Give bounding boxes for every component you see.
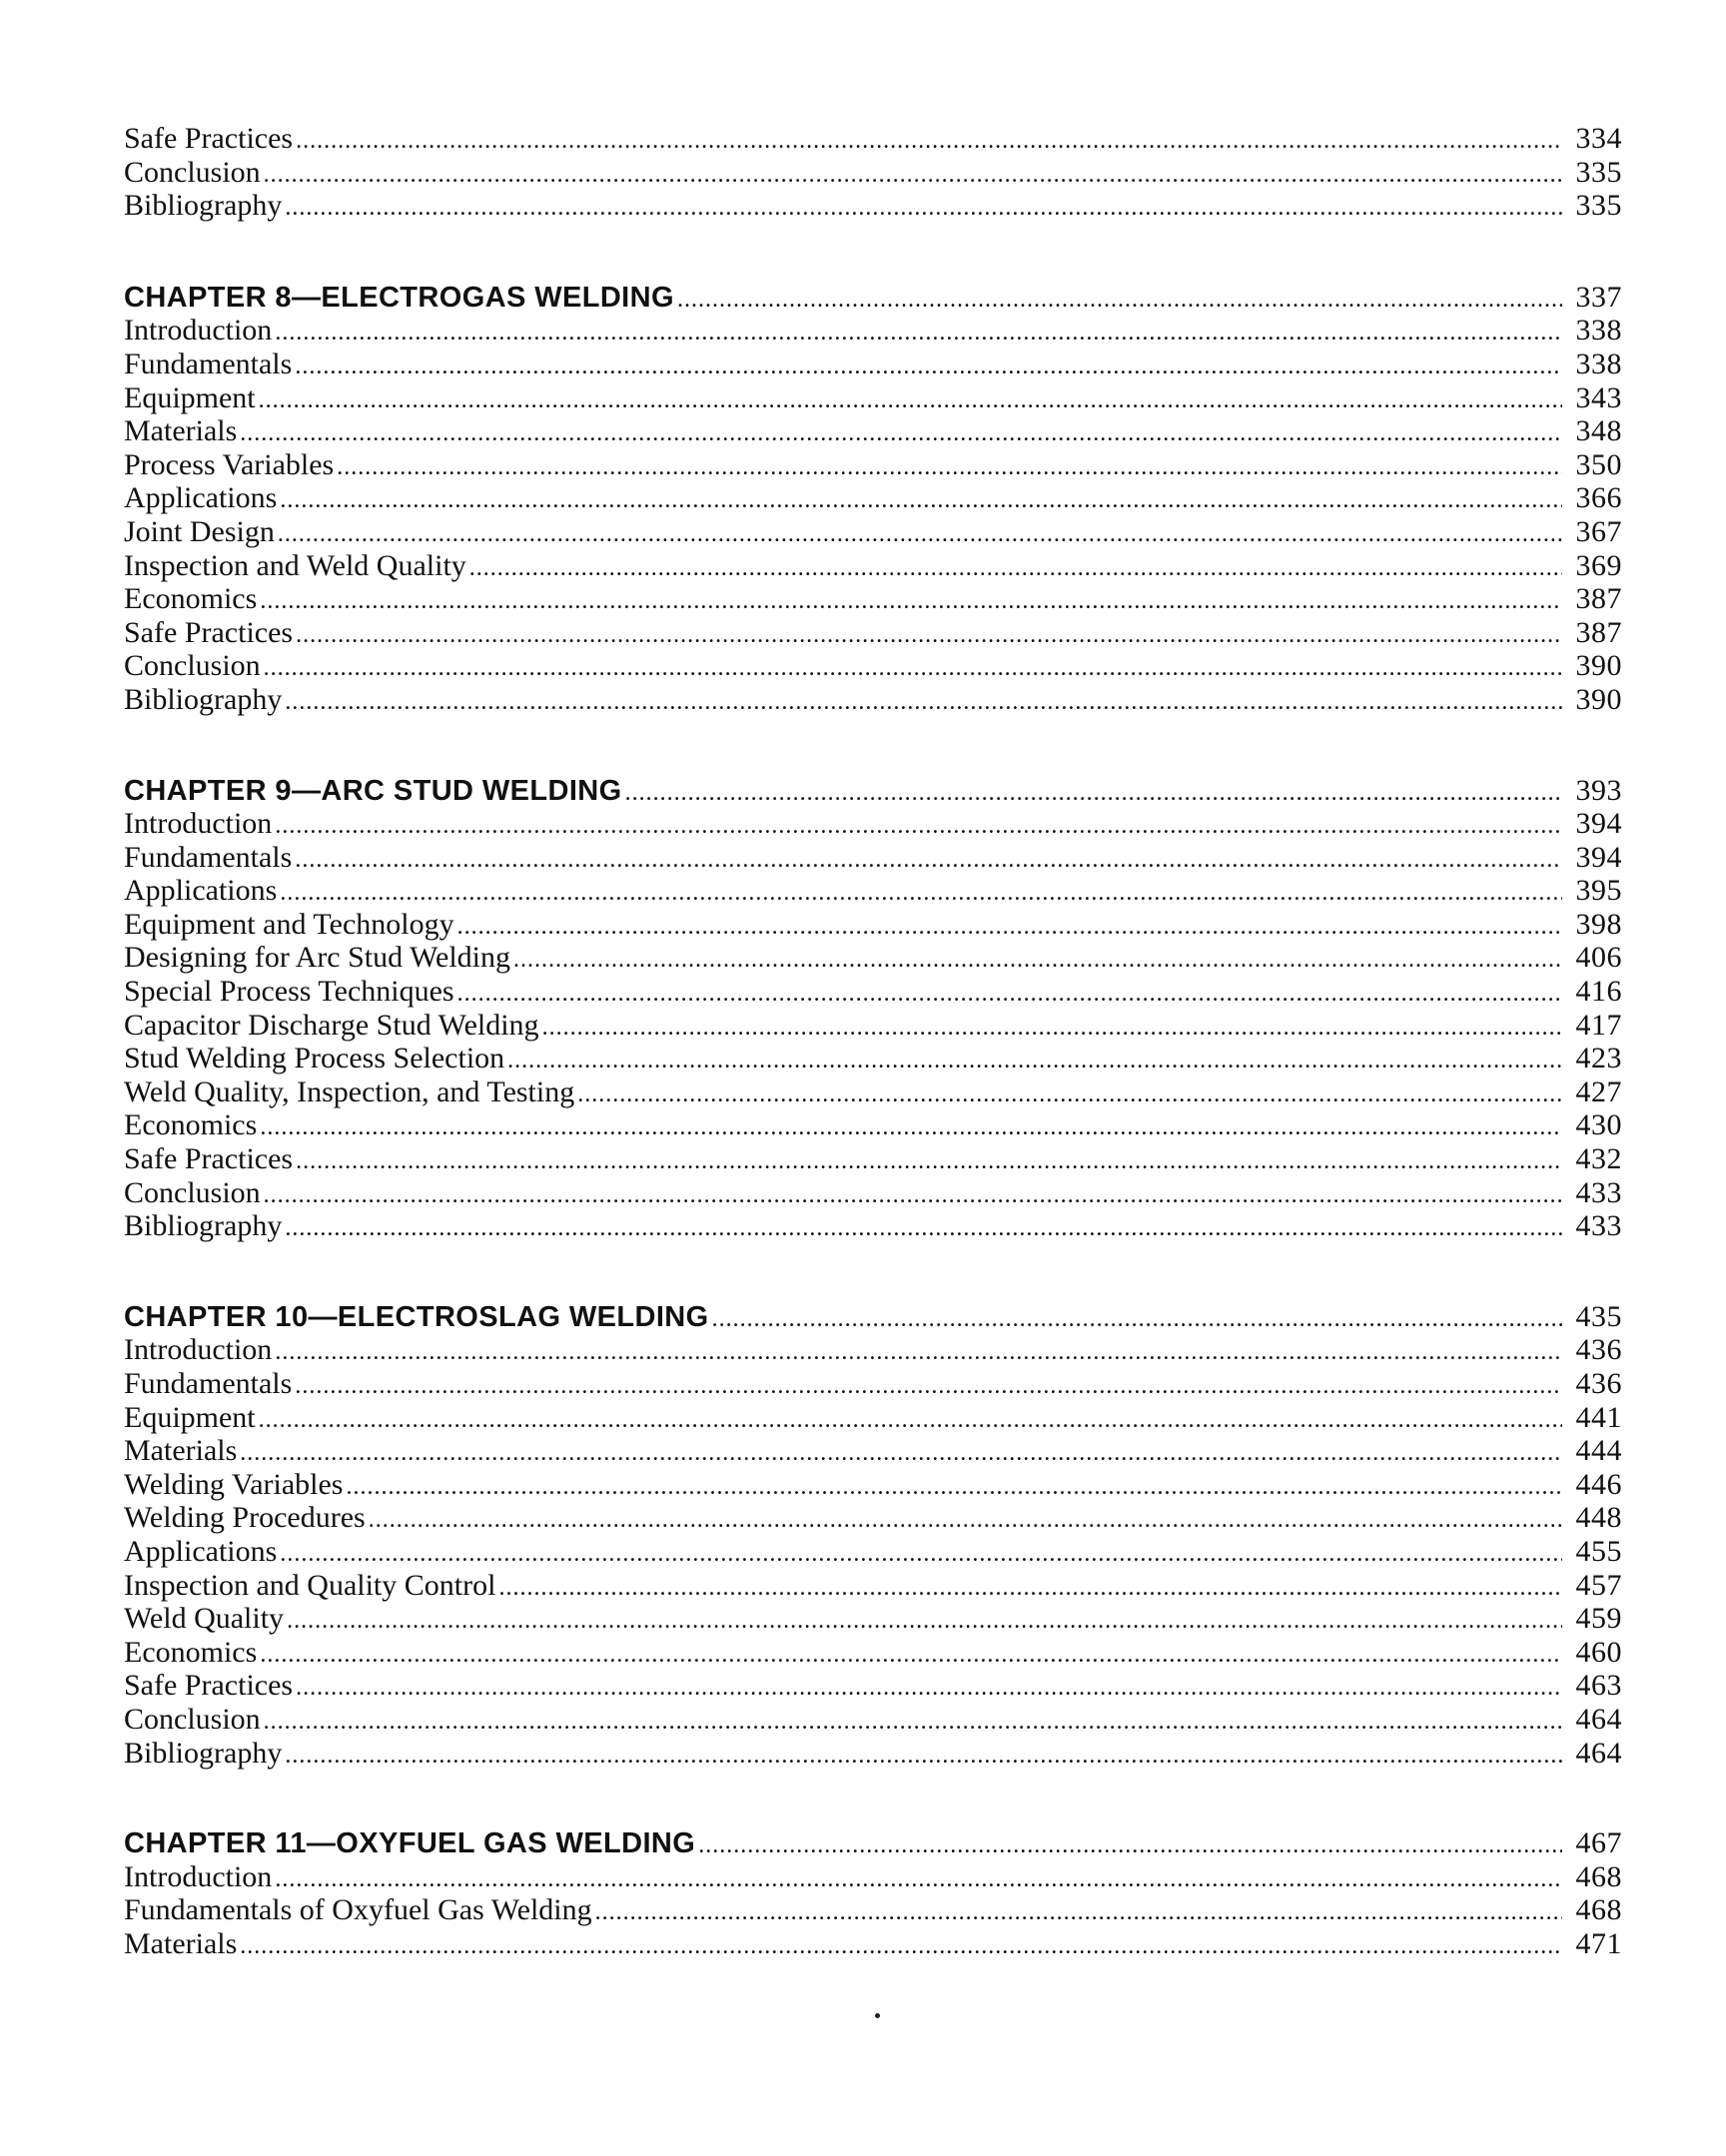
toc-entry-title: Introduction	[124, 314, 273, 348]
dot-leader	[259, 1404, 1562, 1438]
dot-leader	[296, 1672, 1562, 1706]
toc-entry-title: Economics	[124, 1635, 258, 1669]
dot-leader	[264, 1706, 1562, 1740]
chapter-page: 337	[1575, 280, 1622, 314]
dot-leader	[296, 125, 1562, 159]
toc-entry	[124, 1209, 1622, 1243]
dot-leader	[625, 777, 1562, 811]
dot-leader	[285, 1212, 1562, 1246]
toc-entry	[124, 1893, 1622, 1927]
toc-entry-page: 398	[1575, 907, 1622, 941]
toc-entry	[124, 841, 1622, 875]
chapter-heading	[124, 281, 1622, 315]
toc-entry-title: Materials	[124, 1434, 238, 1468]
toc-entry-page: 366	[1575, 481, 1622, 515]
toc-entry-title: Joint Design	[124, 514, 275, 548]
chapter-title: CHAPTER 8—ELECTROGAS WELDING	[124, 281, 674, 314]
dot-leader	[346, 1471, 1562, 1505]
dot-leader	[296, 619, 1562, 653]
toc-entry-title: Applications	[124, 874, 278, 908]
toc-entry-page: 468	[1575, 1893, 1622, 1927]
dot-leader	[295, 1370, 1562, 1404]
toc-entry-page: 348	[1575, 414, 1622, 448]
toc-entry	[124, 807, 1622, 841]
toc-entry	[124, 908, 1622, 942]
toc-entry	[124, 1176, 1622, 1210]
toc-entry-title: Safe Practices	[124, 122, 294, 155]
toc-entry	[124, 481, 1622, 515]
toc-entry-title: Economics	[124, 1108, 258, 1142]
chapter-page: 435	[1575, 1299, 1622, 1333]
toc-entry	[124, 1333, 1622, 1367]
chapter-title: CHAPTER 11—OXYFUEL GAS WELDING	[124, 1827, 696, 1860]
dot-leader	[264, 159, 1562, 193]
dot-leader	[264, 1179, 1562, 1213]
toc-entry	[124, 1569, 1622, 1603]
chapter-heading	[124, 1300, 1622, 1334]
dot-leader	[275, 1336, 1562, 1370]
toc-entry	[124, 1076, 1622, 1109]
toc-entry-page: 334	[1575, 122, 1622, 155]
toc-entry	[124, 1737, 1622, 1771]
toc-entry-page: 390	[1575, 649, 1622, 683]
dot-leader	[260, 1639, 1562, 1673]
toc-entry	[124, 1636, 1622, 1670]
dot-leader	[287, 1605, 1562, 1639]
toc-entry-page: 394	[1575, 840, 1622, 874]
dot-leader	[577, 1078, 1562, 1112]
toc-entry-page: 432	[1575, 1142, 1622, 1176]
chapter-page: 467	[1575, 1826, 1622, 1860]
toc-entry	[124, 975, 1622, 1009]
toc-entry	[124, 515, 1622, 549]
dot-leader	[698, 1829, 1562, 1863]
chapter-heading	[124, 774, 1622, 808]
toc-entry-page: 433	[1575, 1209, 1622, 1243]
dot-leader	[369, 1504, 1562, 1538]
dot-leader	[337, 451, 1562, 485]
toc-entry	[124, 1367, 1622, 1401]
toc-entry-title: Fundamentals	[124, 347, 293, 380]
toc-entry-page: 468	[1575, 1859, 1622, 1893]
toc-entry-page: 423	[1575, 1042, 1622, 1076]
dot-leader	[280, 484, 1562, 518]
toc-entry-title: Welding Variables	[124, 1467, 344, 1501]
toc-entry-title: Process Variables	[124, 447, 335, 481]
toc-entry	[124, 1042, 1622, 1076]
toc-entry-title: Economics	[124, 582, 258, 616]
toc-entry	[124, 1860, 1622, 1894]
toc-entry-page: 448	[1575, 1501, 1622, 1535]
toc-entry-title: Safe Practices	[124, 1142, 294, 1176]
chapter-page: 393	[1575, 773, 1622, 807]
toc-entry-page: 464	[1575, 1702, 1622, 1736]
dot-leader	[295, 351, 1562, 384]
toc-entry	[124, 1108, 1622, 1142]
toc-entry-page: 436	[1575, 1333, 1622, 1367]
toc-entry-title: Bibliography	[124, 1736, 283, 1770]
toc-entry-title: Safe Practices	[124, 1669, 294, 1703]
toc-entry-page: 464	[1575, 1736, 1622, 1770]
dot-leader	[275, 317, 1562, 351]
toc-entry-title: Welding Procedures	[124, 1501, 366, 1535]
toc-entry-page: 417	[1575, 1008, 1622, 1042]
toc-entry	[124, 649, 1622, 683]
toc-entry	[124, 381, 1622, 415]
toc-entry-page: 338	[1575, 347, 1622, 380]
toc-entry-page: 459	[1575, 1602, 1622, 1636]
toc-entry	[124, 448, 1622, 482]
dot-leader	[240, 417, 1562, 451]
toc-entry-page: 457	[1575, 1568, 1622, 1602]
toc-entry-title: Materials	[124, 1926, 238, 1960]
toc-entry-page: 446	[1575, 1467, 1622, 1501]
dot-leader	[240, 1930, 1562, 1964]
dot-leader	[295, 844, 1562, 878]
toc-entry-title: Conclusion	[124, 649, 261, 683]
toc-entry-title: Conclusion	[124, 1702, 261, 1736]
toc-entry	[124, 156, 1622, 190]
toc-entry-page: 350	[1575, 447, 1622, 481]
toc-entry	[124, 549, 1622, 583]
toc-entry-page: 436	[1575, 1367, 1622, 1400]
toc-entry-title: Safe Practices	[124, 615, 294, 649]
toc-entry	[124, 616, 1622, 650]
toc-entry-title: Introduction	[124, 1859, 273, 1893]
toc-entry	[124, 1669, 1622, 1703]
dot-leader	[469, 552, 1562, 586]
dot-leader	[677, 284, 1562, 318]
chapter-title: CHAPTER 10—ELECTROSLAG WELDING	[124, 1300, 709, 1333]
dot-leader	[542, 1012, 1562, 1046]
table-of-contents	[124, 122, 1622, 2018]
chapter-heading	[124, 1826, 1622, 1860]
stray-dot-mark	[875, 2013, 880, 2018]
dot-leader	[260, 1111, 1562, 1145]
toc-entry-title: Bibliography	[124, 189, 283, 223]
dot-leader	[457, 911, 1562, 945]
toc-entry-title: Applications	[124, 1534, 278, 1568]
dot-leader	[264, 652, 1562, 686]
toc-entry-title: Inspection and Quality Control	[124, 1568, 496, 1602]
toc-entry	[124, 348, 1622, 381]
toc-entry-page: 455	[1575, 1534, 1622, 1568]
toc-entry-title: Equipment and Technology	[124, 907, 454, 941]
toc-entry-page: 390	[1575, 682, 1622, 716]
toc-entry-page: 338	[1575, 314, 1622, 348]
toc-entry-page: 433	[1575, 1175, 1622, 1209]
toc-entry-title: Bibliography	[124, 1209, 283, 1243]
toc-entry-title: Materials	[124, 414, 238, 448]
toc-entry	[124, 1602, 1622, 1636]
toc-entry-title: Applications	[124, 481, 278, 515]
toc-section-chapter-8	[124, 281, 1622, 717]
toc-entry-title: Fundamentals	[124, 1367, 293, 1400]
toc-entry-page: 430	[1575, 1108, 1622, 1142]
toc-entry	[124, 1401, 1622, 1435]
toc-entry	[124, 1434, 1622, 1468]
toc-section-chapter-10	[124, 1300, 1622, 1770]
toc-entry-page: 335	[1575, 189, 1622, 223]
dot-leader	[280, 877, 1562, 911]
toc-entry	[124, 1927, 1622, 1961]
toc-entry-page: 335	[1575, 155, 1622, 189]
toc-entry-title: Capacitor Discharge Stud Welding	[124, 1008, 539, 1042]
toc-entry-title: Introduction	[124, 807, 273, 841]
toc-entry-title: Designing for Arc Stud Welding	[124, 941, 510, 975]
toc-entry	[124, 874, 1622, 908]
toc-entry	[124, 122, 1622, 156]
toc-section-chapter-11	[124, 1826, 1622, 1960]
toc-entry-title: Equipment	[124, 380, 256, 414]
dot-leader	[498, 1572, 1562, 1606]
toc-entry-title: Fundamentals of Oxyfuel Gas Welding	[124, 1893, 592, 1927]
toc-entry-title: Equipment	[124, 1400, 256, 1434]
dot-leader	[240, 1437, 1562, 1471]
dot-leader	[260, 585, 1562, 619]
toc-entry-page: 395	[1575, 874, 1622, 908]
toc-entry	[124, 1703, 1622, 1737]
dot-leader	[285, 1740, 1562, 1774]
toc-entry	[124, 189, 1622, 223]
toc-entry	[124, 582, 1622, 616]
toc-entry-title: Conclusion	[124, 155, 261, 189]
toc-entry-title: Fundamentals	[124, 840, 293, 874]
dot-leader	[457, 978, 1562, 1012]
toc-entry-title: Conclusion	[124, 1175, 261, 1209]
toc-entry-page: 394	[1575, 807, 1622, 841]
toc-entry	[124, 1009, 1622, 1043]
toc-entry-page: 444	[1575, 1434, 1622, 1468]
toc-entry-page: 471	[1575, 1926, 1622, 1960]
toc-entry-title: Stud Welding Process Selection	[124, 1042, 505, 1076]
chapter-title: CHAPTER 9—ARC STUD WELDING	[124, 774, 622, 807]
toc-entry-title: Bibliography	[124, 682, 283, 716]
toc-entry-page: 387	[1575, 615, 1622, 649]
toc-entry	[124, 1142, 1622, 1176]
toc-entry	[124, 1501, 1622, 1535]
dot-leader	[285, 686, 1562, 720]
dot-leader	[513, 944, 1562, 978]
toc-entry-page: 406	[1575, 941, 1622, 975]
dot-leader	[285, 192, 1562, 226]
toc-entry	[124, 1468, 1622, 1502]
dot-leader	[259, 384, 1562, 418]
toc-entry	[124, 414, 1622, 448]
toc-entry-page: 441	[1575, 1400, 1622, 1434]
toc-entry-title: Introduction	[124, 1333, 273, 1367]
toc-entry	[124, 683, 1622, 717]
dot-leader	[712, 1303, 1562, 1337]
dot-leader	[507, 1045, 1562, 1078]
toc-entry-title: Weld Quality, Inspection, and Testing	[124, 1075, 575, 1108]
toc-entry-title: Special Process Techniques	[124, 975, 454, 1009]
toc-section-chapter-7-tail	[124, 122, 1622, 223]
toc-entry-page: 367	[1575, 514, 1622, 548]
toc-entry-page: 460	[1575, 1635, 1622, 1669]
toc-entry-page: 463	[1575, 1669, 1622, 1703]
dot-leader	[595, 1896, 1562, 1930]
dot-leader	[275, 1863, 1562, 1897]
dot-leader	[280, 1538, 1562, 1572]
toc-entry-page: 416	[1575, 975, 1622, 1009]
toc-entry-page: 387	[1575, 582, 1622, 616]
toc-entry	[124, 314, 1622, 348]
toc-entry	[124, 941, 1622, 975]
toc-entry-title: Inspection and Weld Quality	[124, 548, 466, 582]
dot-leader	[275, 810, 1562, 844]
dot-leader	[296, 1145, 1562, 1179]
toc-entry-title: Weld Quality	[124, 1602, 285, 1636]
toc-entry-page: 427	[1575, 1075, 1622, 1108]
dot-leader	[278, 518, 1562, 552]
toc-entry	[124, 1535, 1622, 1569]
toc-section-chapter-9	[124, 774, 1622, 1243]
toc-entry-page: 343	[1575, 380, 1622, 414]
toc-entry-page: 369	[1575, 548, 1622, 582]
